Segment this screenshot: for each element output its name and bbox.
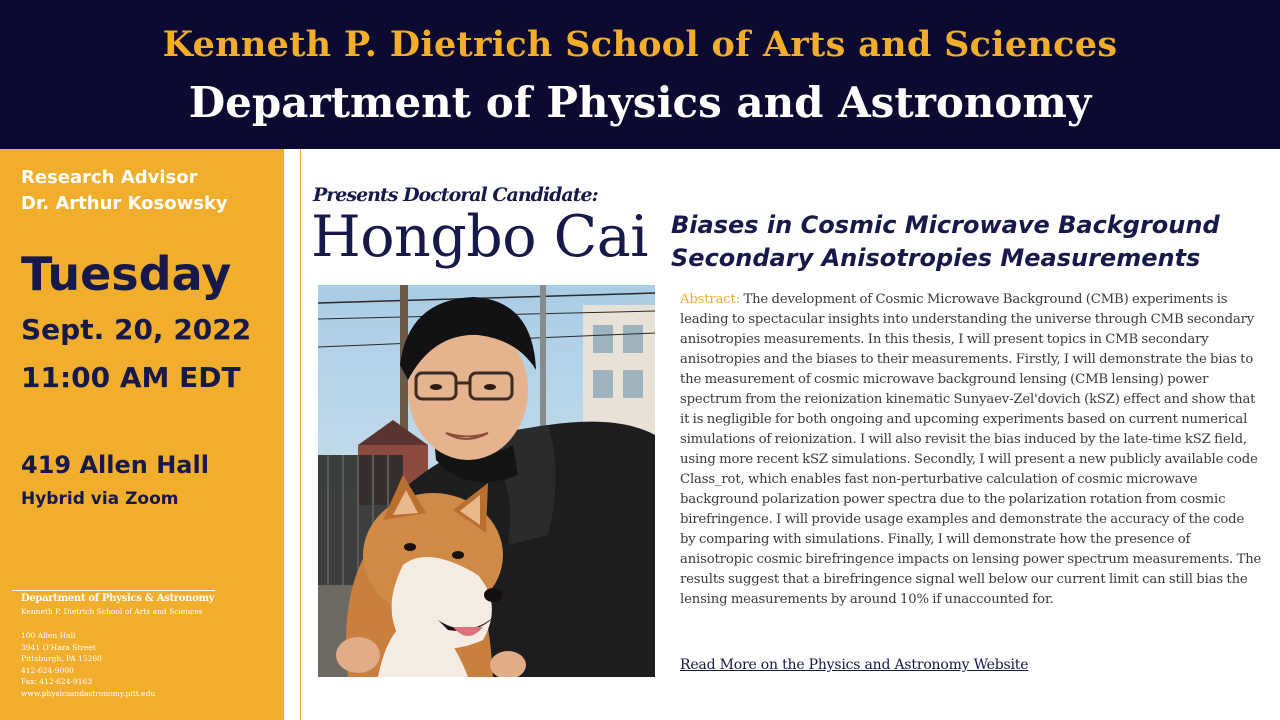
address-line: Pittsburgh, PA 15260 xyxy=(21,654,102,663)
department-name: Department of Physics and Astronomy xyxy=(188,78,1092,127)
address-line: 3941 O'Hara Street xyxy=(21,642,96,652)
logo-rule xyxy=(12,590,215,591)
abstract xyxy=(680,290,1262,610)
advisor-block xyxy=(21,165,276,217)
event-room: 419 Allen Hall xyxy=(21,451,209,479)
event-format: Hybrid via Zoom xyxy=(21,489,179,509)
event-date: Sept. 20, 2022 xyxy=(21,313,252,346)
sidebar xyxy=(0,149,284,720)
event-time: 11:00 AM EDT xyxy=(21,361,241,394)
header-banner xyxy=(0,0,1280,149)
advisor-name: Dr. Arthur Kosowsky xyxy=(21,193,228,214)
advisor-label: Research Advisor xyxy=(21,167,198,188)
presents-label: Presents Doctoral Candidate: xyxy=(313,184,598,206)
divider-line xyxy=(300,149,301,720)
candidate-photo xyxy=(318,285,655,677)
address-phone: 412-624-9000 xyxy=(21,665,74,675)
logo-department: Department of Physics & Astronomy xyxy=(21,593,215,604)
address-website: www.physicsandastronomy.pitt.edu xyxy=(21,688,156,698)
talk-title-line: Secondary Anisotropies Measurements xyxy=(671,244,1201,272)
candidate-name: Hongbo Cai xyxy=(311,204,648,270)
event-day: Tuesday xyxy=(21,247,232,301)
abstract-label: Abstract: xyxy=(680,292,740,307)
address-line: 100 Allen Hall xyxy=(21,631,76,640)
talk-title-line: Biases in Cosmic Microwave Background xyxy=(671,211,1220,239)
abstract-text: The development of Cosmic Microwave Background (CMB) experiments is leading to spectacular insights into understanding the universe through CMB secondary anisotropies measurements. In this thesis, I will present topics in CMB secondary anisotropies and the biases to their measurements. Firstly, I will demonstrate the bias to the measurement of cosmic microwave background lensing (CMB lensing) power spectrum from the reionization kinematic Sunyaev-Zel'dovich (kSZ) effect and show that it is negligible for both ongoing and upcoming experiments based on current numerical simulations of reionization. I will also revisit the bias induced by the late-time kSZ field, using more recent kSZ simulations. Secondly, I will present a new publicly available code Class_rot, which enables fast non-perturbative calculation of cosmic microwave background polarization power spectra due to the polarization rotation from cosmic birefringence. I will provide usage examples and demonstrate the accuracy of the code by comparing with simulations. Finally, I will demonstrate how the presence of anisotropic cosmic birefringence impacts on lensing power spectrum measurements. The results suggest that a birefringence signal well below our current limit can still bias the lensing measurements by around 10% if unaccounted for. xyxy=(680,292,1262,607)
address-fax: Fax: 412-624-9163 xyxy=(21,677,93,686)
logo-school: Kenneth P. Dietrich School of Arts and Sciences xyxy=(21,607,203,616)
school-name: Kenneth P. Dietrich School of Arts and Sciences xyxy=(162,24,1118,65)
read-more-link[interactable]: Read More on the Physics and Astronomy Website xyxy=(680,657,1029,673)
contact-address xyxy=(21,630,155,699)
talk-title xyxy=(671,209,1271,275)
